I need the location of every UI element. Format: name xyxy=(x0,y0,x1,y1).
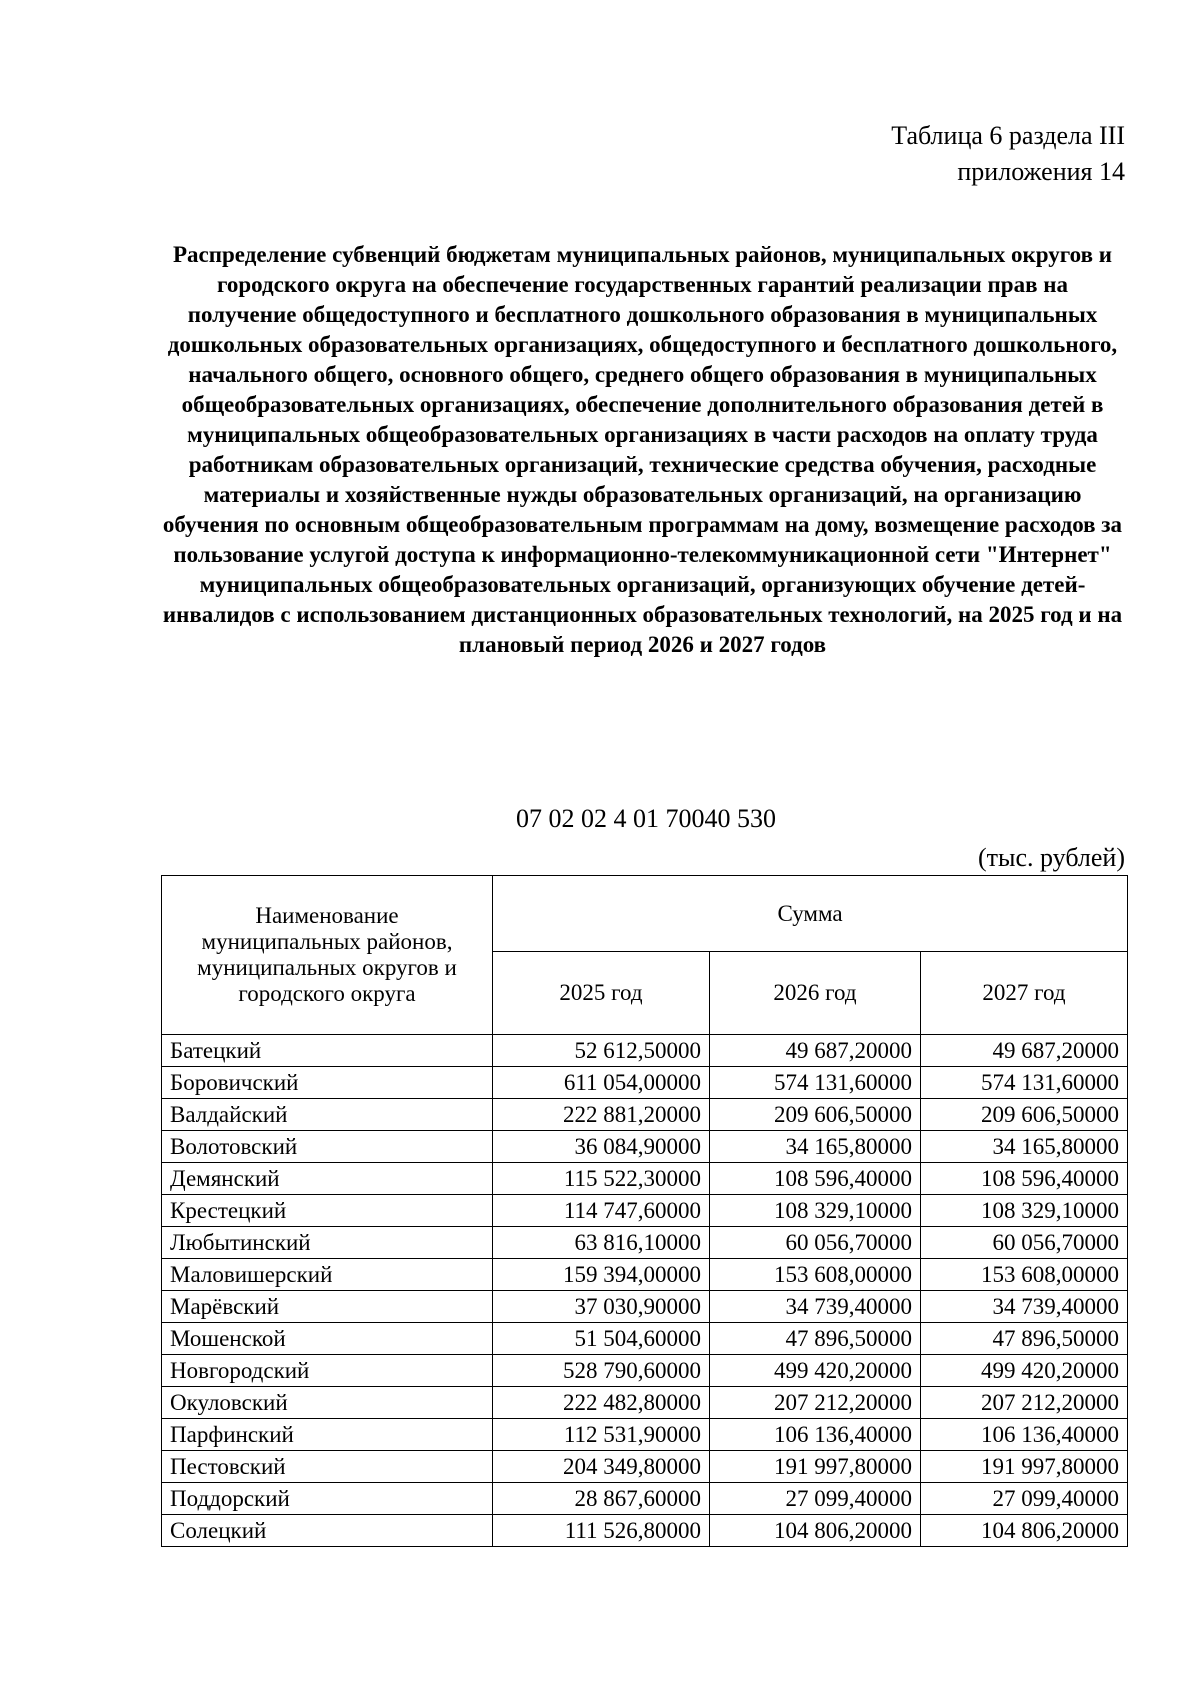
amount-2026-cell: 108 329,10000 xyxy=(710,1195,921,1227)
table-row xyxy=(162,1067,1128,1099)
budget-classification-code: 07 02 02 4 01 70040 530 xyxy=(516,804,776,833)
amount-2027-cell: 108 329,10000 xyxy=(921,1195,1128,1227)
table-row xyxy=(162,1227,1128,1259)
amount-2027-cell: 209 606,50000 xyxy=(921,1099,1128,1131)
amount-2025-cell: 222 482,80000 xyxy=(493,1387,710,1419)
region-name-cell: Мошенской xyxy=(162,1323,493,1355)
amount-2025-cell: 528 790,60000 xyxy=(493,1355,710,1387)
region-name-cell: Крестецкий xyxy=(162,1195,493,1227)
amount-2027-cell: 153 608,00000 xyxy=(921,1259,1128,1291)
amount-2026-cell: 499 420,20000 xyxy=(710,1355,921,1387)
amount-2026-cell: 49 687,20000 xyxy=(710,1035,921,1067)
table-body xyxy=(162,1035,1128,1547)
region-name-cell: Марёвский xyxy=(162,1291,493,1323)
amount-2027-cell: 191 997,80000 xyxy=(921,1451,1128,1483)
region-name-cell: Поддорский xyxy=(162,1483,493,1515)
amount-2025-cell: 159 394,00000 xyxy=(493,1259,710,1291)
amount-2025-cell: 37 030,90000 xyxy=(493,1291,710,1323)
amount-2025-cell: 36 084,90000 xyxy=(493,1131,710,1163)
table-row xyxy=(162,1131,1128,1163)
table-reference-line1: Таблица 6 раздела III xyxy=(891,121,1125,150)
amount-2026-cell: 47 896,50000 xyxy=(710,1323,921,1355)
amount-2026-cell: 106 136,40000 xyxy=(710,1419,921,1451)
column-header-2026: 2026 год xyxy=(710,952,921,1035)
amount-2026-cell: 207 212,20000 xyxy=(710,1387,921,1419)
amount-2027-cell: 47 896,50000 xyxy=(921,1323,1128,1355)
region-name-cell: Боровичский xyxy=(162,1067,493,1099)
region-name-cell: Валдайский xyxy=(162,1099,493,1131)
amount-2026-cell: 34 165,80000 xyxy=(710,1131,921,1163)
table-row xyxy=(162,1291,1128,1323)
units-label: (тыс. рублей) xyxy=(977,843,1125,872)
table-reference-line2: приложения 14 xyxy=(957,157,1125,186)
amount-2025-cell: 28 867,60000 xyxy=(493,1483,710,1515)
amount-2027-cell: 499 420,20000 xyxy=(921,1355,1128,1387)
region-name-cell: Демянский xyxy=(162,1163,493,1195)
amount-2027-cell: 108 596,40000 xyxy=(921,1163,1128,1195)
region-name-cell: Парфинский xyxy=(162,1419,493,1451)
amount-2027-cell: 34 739,40000 xyxy=(921,1291,1128,1323)
column-header-name: Наименование муниципальных районов, муниципальных округов и городского округа xyxy=(162,876,493,1035)
amount-2026-cell: 60 056,70000 xyxy=(710,1227,921,1259)
region-name-cell: Любытинский xyxy=(162,1227,493,1259)
column-header-sum: Сумма xyxy=(493,876,1128,952)
amount-2027-cell: 60 056,70000 xyxy=(921,1227,1128,1259)
table-row xyxy=(162,1259,1128,1291)
amount-2027-cell: 207 212,20000 xyxy=(921,1387,1128,1419)
amount-2025-cell: 51 504,60000 xyxy=(493,1323,710,1355)
amount-2025-cell: 611 054,00000 xyxy=(493,1067,710,1099)
amount-2027-cell: 49 687,20000 xyxy=(921,1035,1128,1067)
amount-2025-cell: 112 531,90000 xyxy=(493,1419,710,1451)
amount-2026-cell: 104 806,20000 xyxy=(710,1515,921,1547)
column-header-2027: 2027 год xyxy=(921,952,1128,1035)
table-row xyxy=(162,1515,1128,1547)
amount-2026-cell: 153 608,00000 xyxy=(710,1259,921,1291)
amount-2025-cell: 52 612,50000 xyxy=(493,1035,710,1067)
document-title: Распределение субвенций бюджетам муниципальных районов, муниципальных округов и городского округа на обеспечение государственных гарантий реализации прав на получение общедоступного и бесплатного дошкольного образования в муниципальных дошкольных образовательных организациях, общедоступного и бесплатного дошкольного, начального общего, основного общего, среднего общего образования в муниципальных общеобразовательных организациях, обеспечение дополнительного образования детей в муниципальных общеобразовательных организациях в части расходов на оплату труда работникам образовательных организаций, технические средства обучения, расходные материалы и хозяйственные нужды образовательных организаций, на организацию обучения по основным общеобразовательным программам на дому, возмещение расходов за пользование услугой доступа к информационно-телекоммуникационной сети "Интернет" муниципальных общеобразовательных организаций, организующих обучение детей-инвалидов с использованием дистанционных образовательных технологий, на 2025 год и на плановый период 2026 и 2027 годов xyxy=(162,242,1123,657)
amount-2027-cell: 574 131,60000 xyxy=(921,1067,1128,1099)
amount-2025-cell: 114 747,60000 xyxy=(493,1195,710,1227)
region-name-cell: Солецкий xyxy=(162,1515,493,1547)
column-header-2025: 2025 год xyxy=(493,952,710,1035)
amount-2026-cell: 209 606,50000 xyxy=(710,1099,921,1131)
region-name-cell: Маловишерский xyxy=(162,1259,493,1291)
amount-2027-cell: 27 099,40000 xyxy=(921,1483,1128,1515)
table-row xyxy=(162,1323,1128,1355)
amount-2025-cell: 204 349,80000 xyxy=(493,1451,710,1483)
amount-2025-cell: 111 526,80000 xyxy=(493,1515,710,1547)
amount-2026-cell: 34 739,40000 xyxy=(710,1291,921,1323)
amount-2026-cell: 27 099,40000 xyxy=(710,1483,921,1515)
table-row xyxy=(162,1099,1128,1131)
amount-2027-cell: 34 165,80000 xyxy=(921,1131,1128,1163)
table-row xyxy=(162,1451,1128,1483)
table-reference xyxy=(891,118,1125,190)
region-name-cell: Батецкий xyxy=(162,1035,493,1067)
region-name-cell: Новгородский xyxy=(162,1355,493,1387)
amount-2027-cell: 104 806,20000 xyxy=(921,1515,1128,1547)
amount-2026-cell: 108 596,40000 xyxy=(710,1163,921,1195)
table-row xyxy=(162,1387,1128,1419)
amount-2025-cell: 63 816,10000 xyxy=(493,1227,710,1259)
amount-2025-cell: 115 522,30000 xyxy=(493,1163,710,1195)
table-row xyxy=(162,1195,1128,1227)
subvention-table xyxy=(161,875,1128,1547)
table-row xyxy=(162,1035,1128,1067)
region-name-cell: Пестовский xyxy=(162,1451,493,1483)
table-row xyxy=(162,1483,1128,1515)
region-name-cell: Окуловский xyxy=(162,1387,493,1419)
table-row xyxy=(162,1419,1128,1451)
amount-2026-cell: 574 131,60000 xyxy=(710,1067,921,1099)
table-row xyxy=(162,1163,1128,1195)
table-row xyxy=(162,1355,1128,1387)
amount-2025-cell: 222 881,20000 xyxy=(493,1099,710,1131)
region-name-cell: Волотовский xyxy=(162,1131,493,1163)
amount-2027-cell: 106 136,40000 xyxy=(921,1419,1128,1451)
amount-2026-cell: 191 997,80000 xyxy=(710,1451,921,1483)
